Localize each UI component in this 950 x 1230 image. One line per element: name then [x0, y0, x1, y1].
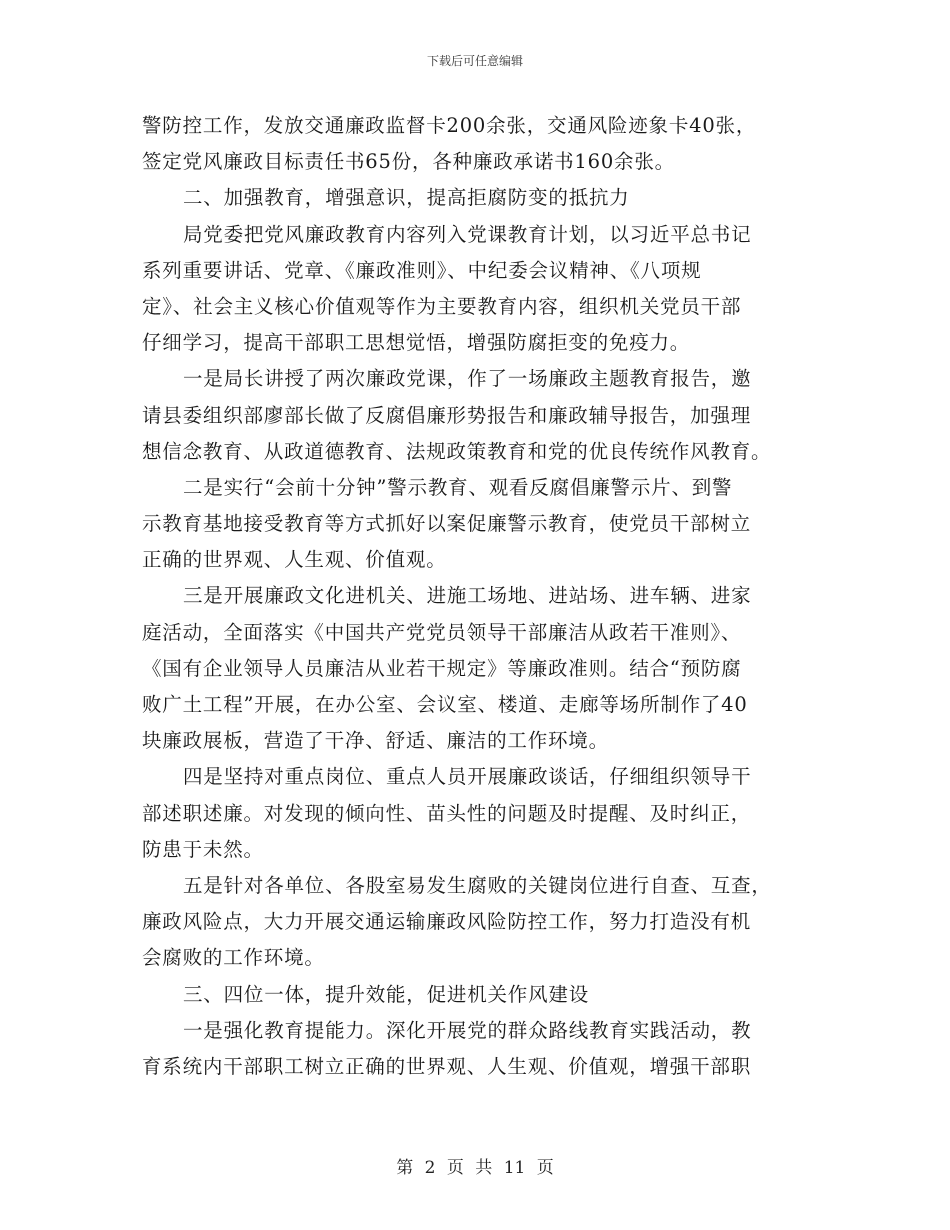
- page-header: 下载后可任意编辑: [426, 54, 523, 68]
- text-line: 四是坚持对重点岗位、重点人员开展廉政谈话，仔细组织领导干: [183, 765, 752, 789]
- page-number: 第 2 页 共 11 页: [396, 1158, 554, 1178]
- text-line: 示教育基地接受教育等方式抓好以案促廉警示教育，使党员干部树立: [142, 512, 752, 536]
- text-line: 廉政风险点，大力开展交通运输廉政风险防控工作，努力打造没有机: [142, 910, 752, 934]
- text-line: 一是强化教育提能力。深化开展党的群众路线教育实践活动，教: [183, 1018, 752, 1042]
- text-line: 块廉政展板，营造了干净、舒适、廉洁的工作环境。: [142, 729, 609, 753]
- text-line: 二是实行“会前十分钟”警示教育、观看反腐倡廉警示片、到警: [183, 475, 733, 499]
- text-line: 会腐败的工作环境。: [142, 946, 325, 970]
- text-line: 三是开展廉政文化进机关、进施工场地、进站场、进车辆、进家: [183, 584, 752, 608]
- text-line: 仔细学习，提高干部职工思想觉悟，增强防腐拒变的免疫力。: [142, 331, 691, 355]
- text-line: 庭活动，全面落实《中国共产党党员领导干部廉洁从政若干准则》、: [142, 620, 742, 644]
- document-body: [142, 108, 802, 1085]
- text-line: 防患于未然。: [142, 837, 264, 861]
- section-heading: 三、四位一体，提升效能，促进机关作风建设: [183, 982, 590, 1006]
- text-line: 签定党风廉政目标责任书65份，各种廉政承诺书160余张。: [142, 150, 675, 174]
- text-line: 五是针对各单位、各股室易发生腐败的关键岗位进行自查、互查，: [183, 873, 772, 897]
- text-line: 《国有企业领导人员廉洁从业若干规定》等廉政准则。结合“预防腐: [142, 656, 742, 680]
- text-line: 育系统内干部职工树立正确的世界观、人生观、价值观，增强干部职: [142, 1054, 752, 1078]
- text-line: 定》、社会主义核心价值观等作为主要教育内容，组织机关党员干部: [142, 294, 742, 318]
- text-line: 警防控工作，发放交通廉政监督卡200余张，交通风险迹象卡40张，: [142, 114, 757, 137]
- text-line: 系列重要讲话、党章、《廉政准则》、中纪委会议精神、《八项规: [142, 258, 702, 282]
- section-heading: 二、加强教育，增强意识，提高拒腐防变的抵抗力: [183, 186, 630, 210]
- text-line: 一是局长讲授了两次廉政党课，作了一场廉政主题教育报告，邀: [183, 367, 752, 391]
- text-line: 局党委把党风廉政教育内容列入党课教育计划，以习近平总书记: [183, 222, 752, 246]
- text-line: 部述职述廉。对发现的倾向性、苗头性的问题及时提醒、及时纠正，: [142, 801, 752, 825]
- text-line: 想信念教育、从政道德教育、法规政策教育和党的优良传统作风教育。: [142, 439, 772, 463]
- text-line: 败广土工程”开展，在办公室、会议室、楼道、走廊等场所制作了40: [142, 693, 748, 716]
- text-line: 请县委组织部廖部长做了反腐倡廉形势报告和廉政辅导报告，加强理: [142, 403, 752, 427]
- text-line: 正确的世界观、人生观、价值观。: [142, 548, 447, 572]
